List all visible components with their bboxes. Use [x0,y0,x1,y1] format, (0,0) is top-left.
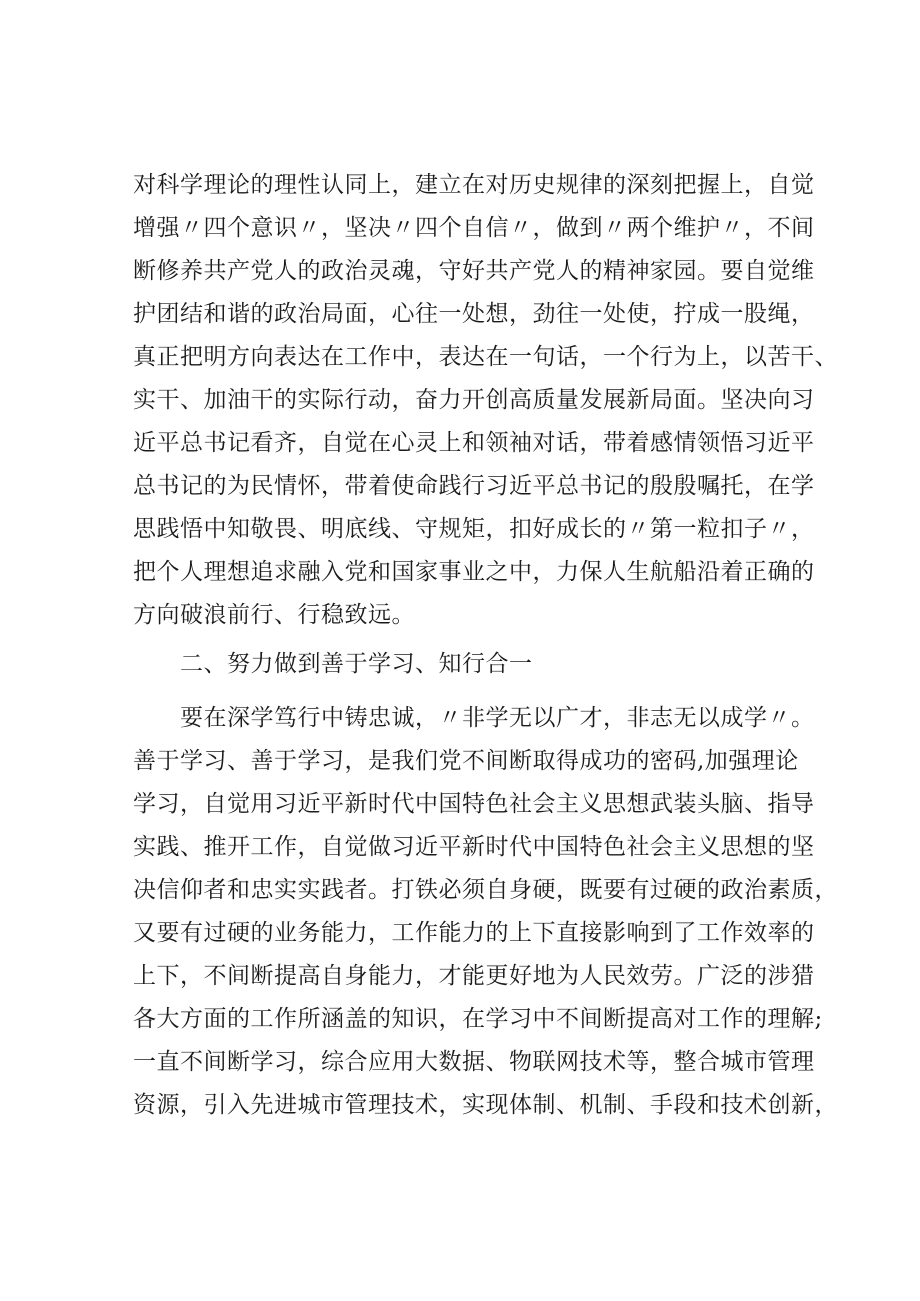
paragraph-2-line: 各大方面的工作所涵盖的知识，在学习中不间断提高对工作的理解; [133,1006,823,1032]
paragraph-1-line: 近平总书记看齐，自觉在心灵上和领袖对话，带着感情领悟习近平 [133,430,815,456]
paragraph-1-line: 方向破浪前行、行稳致远。 [133,602,415,628]
paragraph-2-line: 一直不间断学习，综合应用大数据、物联网技术等，整合城市管理 [133,1049,815,1075]
paragraph-2-line: 善于学习、善于学习，是我们党不间断取得成功的密码,加强理论 [133,748,799,774]
paragraph-2-line: 学习，自觉用习近平新时代中国特色社会主义思想武装头脑、指导 [133,791,815,817]
section-heading: 二、努力做到善于学习、知行合一 [180,651,533,677]
paragraph-2-line: 上下，不间断提高自身能力，才能更好地为人民效劳。广泛的涉猎 [133,963,815,989]
paragraph-1-line: 断修养共产党人的政治灵魂，守好共产党人的精神家园。要自觉维 [133,258,815,284]
paragraph-2-line: 要在深学笃行中铸忠诚，〃非学无以广才，非志无以成学〃。 [180,705,815,731]
paragraph-1-line: 护团结和谐的政治局面，心往一处想，劲往一处使，拧成一股绳， [133,301,815,327]
paragraph-2-line: 资源，引入先进城市管理技术，实现体制、机制、手段和技术创新， [133,1092,838,1118]
paragraph-1-line: 对科学理论的理性认同上，建立在对历史规律的深刻把握上，自觉 [133,172,815,198]
paragraph-1-line: 增强〃四个意识〃，坚决〃四个自信〃，做到〃两个维护〃，不间 [133,215,815,241]
paragraph-1-line: 把个人理想追求融入党和国家事业之中，力保人生航船沿着正确的 [133,559,815,585]
paragraph-2-line: 又要有过硬的业务能力，工作能力的上下直接影响到了工作效率的 [133,920,815,946]
paragraph-1-line: 真正把明方向表达在工作中，表达在一句话，一个行为上，以苦干、 [133,344,838,370]
paragraph-2-line: 实践、推开工作，自觉做习近平新时代中国特色社会主义思想的坚 [133,834,815,860]
paragraph-1-line: 实干、加油干的实际行动，奋力开创高质量发展新局面。坚决向习 [133,387,815,413]
paragraph-1-line: 总书记的为民情怀，带着使命践行习近平总书记的殷殷嘱托，在学 [133,473,815,499]
paragraph-2-line: 决信仰者和忠实实践者。打铁必须自身硬，既要有过硬的政治素质， [133,877,838,903]
paragraph-1-line: 思践悟中知敬畏、明底线、守规矩，扣好成长的〃第一粒扣子〃， [133,516,815,542]
